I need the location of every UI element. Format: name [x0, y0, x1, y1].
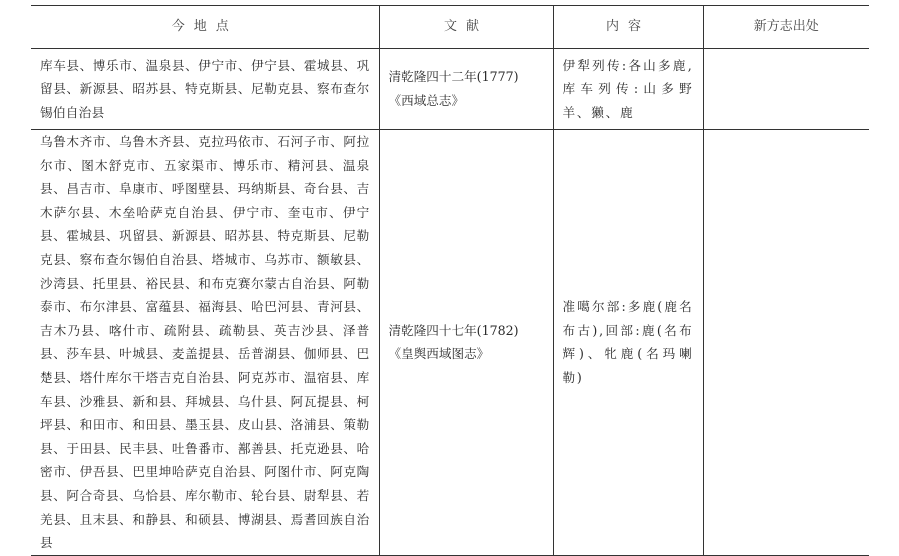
literature-title: 《皇舆西域图志》 [388, 346, 490, 362]
content-cell: 准噶尔部:多鹿(鹿名布古),回部:鹿(名布辉)、牝鹿(名玛喇勒) [553, 130, 703, 556]
new-gazetteer-cell [703, 130, 869, 556]
literature-cell [379, 130, 553, 556]
header-row [31, 6, 869, 49]
table-row [31, 130, 869, 556]
header-literature: 文献 [379, 6, 553, 49]
new-gazetteer-cell [703, 49, 869, 130]
header-place: 今地点 [31, 6, 379, 49]
table-row [31, 49, 869, 130]
literature-cell [379, 49, 553, 130]
literature-title: 《西域总志》 [388, 93, 465, 108]
header-new-gazetteer: 新方志出处 [703, 6, 869, 49]
literature-date: 清乾隆四十二年(1777) [388, 69, 519, 85]
place-cell: 库车县、博乐市、温泉县、伊宁市、伊宁县、霍城县、巩留县、新源县、昭苏县、特克斯县、尼勒克县、察布查尔锡伯自治县 [31, 49, 379, 130]
header-content: 内容 [553, 6, 703, 49]
data-table [31, 5, 869, 556]
place-cell: 乌鲁木齐市、乌鲁木齐县、克拉玛依市、石河子市、阿拉尔市、图木舒克市、五家渠市、博乐市、精河县、温泉县、昌吉市、阜康市、呼图壁县、玛纳斯县、奇台县、吉木萨尔县、木垒哈萨克自治县、伊宁市、奎屯市、伊宁县、霍城县、巩留县、新源县、昭苏县、特克斯县、尼勒克县、察布查尔锡伯自治县、塔城市、乌苏市、额敏县、沙湾县、托里县、裕民县、和布克赛尔蒙古自治县、阿勒泰市、布尔津县、富蕴县、福海县、哈巴河县、青河县、吉木乃县、喀什市、疏附县、疏勒县、英吉沙县、泽普县、莎车县、叶城县、麦盖提县、岳普湖县、伽师县、巴楚县、塔什库尔干塔吉克自治县、阿克苏市、温宿县、库车县、沙雅县、新和县、拜城县、乌什县、阿瓦提县、柯坪县、和田市、和田县、墨玉县、皮山县、洛浦县、策勒县、于田县、民丰县、吐鲁番市、鄯善县、托克逊县、哈密市、伊吾县、巴里坤哈萨克自治县、阿图什市、阿克陶县、阿合奇县、乌恰县、库尔勒市、轮台县、尉犁县、若羌县、且末县、和静县、和硕县、博湖县、焉耆回族自治县 [31, 130, 379, 556]
content-cell: 伊犁列传:各山多鹿,库车列传:山多野羊、獭、鹿 [553, 49, 703, 130]
literature-date: 清乾隆四十七年(1782) [388, 322, 519, 338]
